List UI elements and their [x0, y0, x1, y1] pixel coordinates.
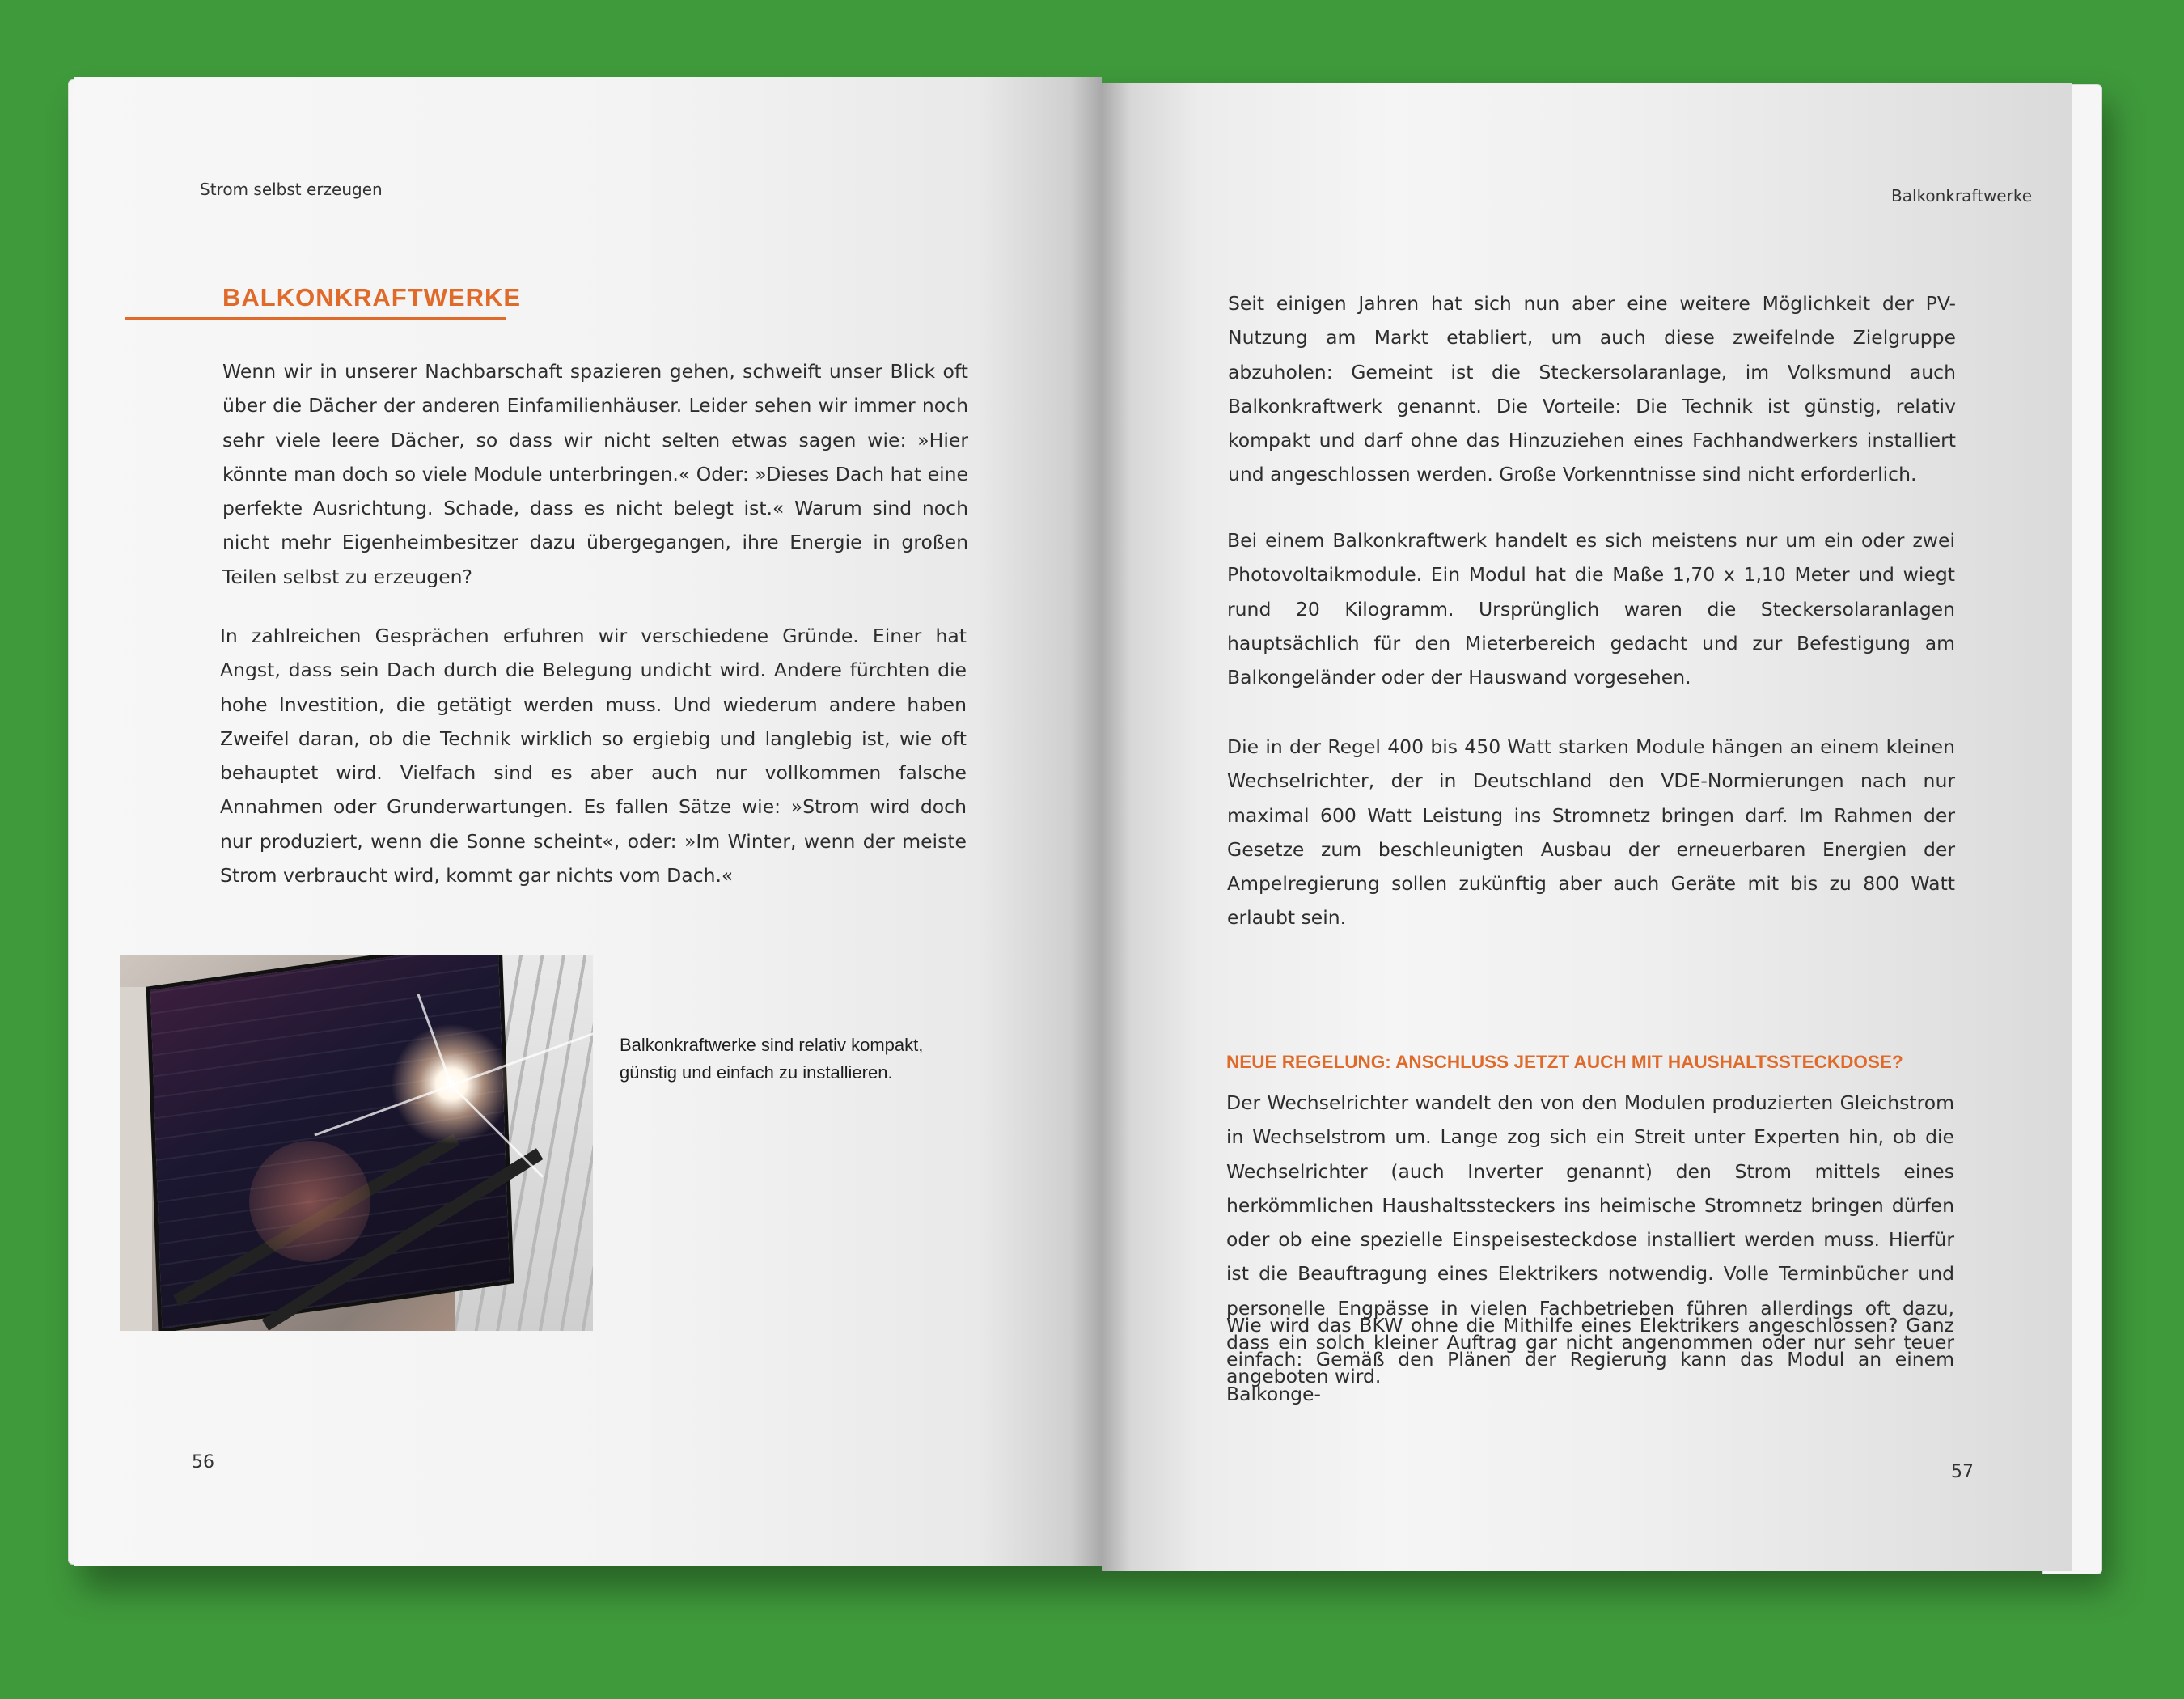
heading-underline	[125, 317, 506, 320]
photo-caption: Balkonkraftwerke sind relativ kompakt, günstig und einfach zu installieren.	[620, 1035, 924, 1083]
right-paragraph-5: Wie wird das BKW ohne die Mithilfe eines Elektrikers angeschlossen? Ganz einfach: Gemäß den Plänen der Regierung kann das Modul an einem Balkonge-	[1226, 1314, 1954, 1405]
right-running-head: Balkonkraftwerke	[1891, 186, 2032, 205]
section-heading: BALKONKRAFTWERKE	[222, 283, 522, 311]
left-page-number: 56	[192, 1452, 214, 1472]
solar-panel-photo	[120, 955, 593, 1331]
right-paragraph-4: Der Wechselrichter wandelt den von den Modulen produzierten Gleichstrom in Wechselstrom um. Lange zog sich ein Streit unter Experten hin, ob die Wechselrichter (auch Inverter genannt) den Strom mittels eines herkömmlichen Haushaltssteckers ins heimische Stromnetz bringen dürfen oder ob eine spezielle Einspeisesteckdose installiert werden muss. Hierfür ist die Beauftragung eines Elektrikers notwendig. Volle Terminbücher und personelle Engpässe in vielen Fachbetrieben führen allerdings oft dazu, dass ein solch kleiner Auftrag gar nicht angenommen oder nur sehr teuer angeboten wird.	[1226, 1091, 1954, 1388]
lens-flare	[249, 1141, 370, 1262]
left-paragraph-2: In zahlreichen Gesprächen erfuhren wir verschiedene Gründe. Einer hat Angst, dass sein Dach durch die Belegung undicht wird. Andere fürchten die hohe Investition, die getätigt werden muss. Und wiederum andere haben Zweifel daran, ob die Technik wirklich so ergiebig und langlebig ist, wie oft behauptet wird. Vielfach sind es aber auch nur vollkommen falsche Annahmen oder Grunderwartungen. Es fallen Sätze wie: »Strom wird doch nur produziert, wenn die Sonne scheint«, oder: »Im Winter, wenn der meiste Strom verbraucht wird, kommt gar nichts vom Dach.«	[220, 625, 967, 888]
left-running-head: Strom selbst erzeugen	[200, 180, 383, 199]
right-page-number: 57	[1951, 1462, 1974, 1482]
right-paragraph-3: Die in der Regel 400 bis 450 Watt starken Module hängen an einem kleinen Wechselrichter, der in Deutschland den VDE-Normierungen nach nur maximal 600 Watt Leistung ins Stromnetz bringen darf. Im Rahmen der Gesetze zum beschleunigten Ausbau der erneuerbaren Energien der Ampelregierung sollen zukünftig aber auch Geräte mit bis zu 800 Watt erlaubt sein.	[1227, 735, 1955, 930]
right-page	[1102, 83, 2072, 1571]
left-page	[74, 77, 1102, 1566]
left-paragraph-1: Wenn wir in unserer Nachbarschaft spazieren gehen, schweift unser Blick oft über die Dächer der anderen Einfamilienhäuser. Leider sehen wir immer noch sehr viele leere Dächer, so dass wir nicht selten etwas sagen wie: »Hier könnte man doch so viele Module unterbringen.« Oder: »Dieses Dach hat eine perfekte Ausrichtung. Schade, dass es nicht belegt ist.« Warum sind noch nicht mehr Eigenheimbesitzer dazu übergegangen, ihre Energie in großen Teilen selbst zu erzeugen?	[222, 360, 968, 588]
right-paragraph-2: Bei einem Balkonkraftwerk handelt es sich meistens nur um ein oder zwei Photovoltaikmodule. Ein Modul hat die Maße 1,70 x 1,10 Meter und wiegt rund 20 Kilogramm. Ursprünglich waren die Steckersolaranlagen hauptsächlich für den Mieterbereich gedacht und zur Befestigung am Balkongeländer oder der Hauswand vorgesehen.	[1227, 529, 1955, 689]
right-paragraph-1: Seit einigen Jahren hat sich nun aber eine weitere Möglichkeit der PV-Nutzung am Markt etabliert, um auch diese zweifelnde Zielgruppe abzuholen: Gemeint ist die Steckersolaranlage, im Volksmund auch Balkonkraftwerk genannt. Die Vorteile: Die Technik ist günstig, relativ kompakt und darf ohne das Hinzuziehen eines Fachhandwerkers installiert und angeschlossen werden. Große Vorkenntnisse sind nicht erforderlich.	[1228, 292, 1956, 486]
subheading: NEUE REGELUNG: ANSCHLUSS JETZT AUCH MIT HAUSHALTSSTECKDOSE?	[1226, 1052, 1903, 1072]
